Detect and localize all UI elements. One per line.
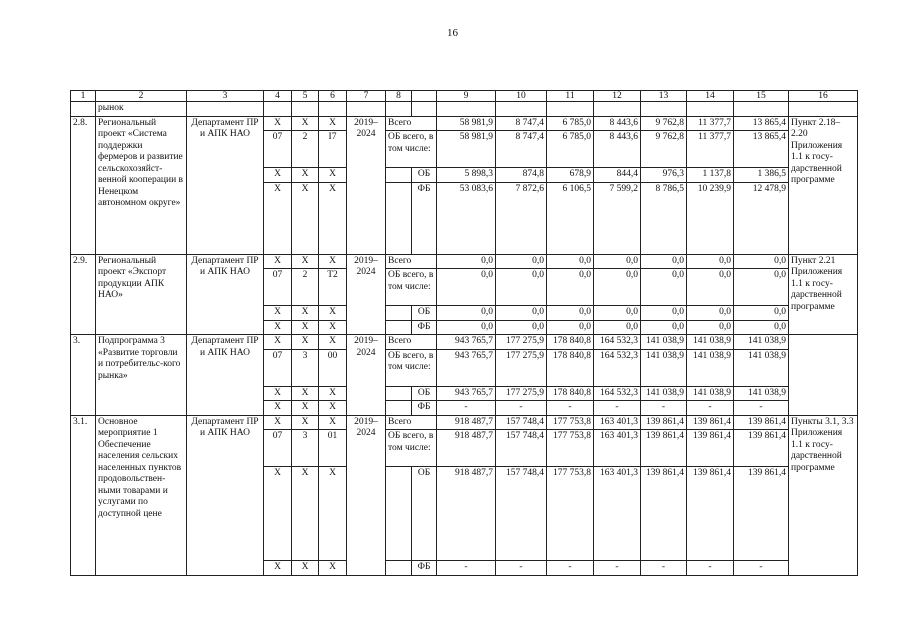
header-cell: 3 [187,91,264,102]
amount-cell: 58 981,9 [437,116,496,131]
amount-cell: 10 239,9 [687,182,734,254]
source-indent-cell [386,467,412,561]
amount-cell: 141 038,9 [734,349,789,386]
header-cell: 7 [347,91,386,102]
amount-cell: 139 861,4 [641,415,687,430]
amount-cell: 139 861,4 [687,415,734,430]
amount-cell: 6 106,5 [547,182,594,254]
code-cell: 07 [264,349,292,386]
note-cell [789,335,858,416]
amount-cell: 0,0 [496,306,547,321]
amount-cell: 177 753,8 [547,430,594,467]
source-cell: ОБ [412,306,437,321]
amount-cell: - [687,401,734,416]
header-cell: 15 [734,91,789,102]
code-cell: I7 [319,131,347,168]
code-cell: Х [292,401,319,416]
code-cell: Х [264,254,292,269]
amount-cell: 163 401,3 [594,415,641,430]
source-cell: ФБ [412,320,437,335]
amount-cell: 976,3 [641,168,687,183]
amount-cell: 0,0 [496,254,547,269]
amount-cell: 918 487,7 [437,467,496,561]
amount-cell: 178 840,8 [547,349,594,386]
note-cell: Пункт 2.21 Приложения 1.1 к госу-дарственной программе [789,254,858,335]
amount-cell: - [547,561,594,576]
source-indent-cell [386,561,412,576]
amount-cell: - [496,561,547,576]
code-cell: 00 [319,349,347,386]
code-cell: Х [292,182,319,254]
amount-cell: 5 898,3 [437,168,496,183]
amount-cell: - [496,401,547,416]
amount-cell: 163 401,3 [594,467,641,561]
item-number: 2.8. [71,116,96,254]
amount-cell: 163 401,3 [594,430,641,467]
amount-cell: 0,0 [594,269,641,306]
amount-cell: 53 083,6 [437,182,496,254]
code-cell: Х [292,306,319,321]
amount-cell: - [687,561,734,576]
amount-cell: 0,0 [687,306,734,321]
amount-cell: 0,0 [496,269,547,306]
name-cell: рынок [96,102,187,117]
source-cell: ФБ [412,401,437,416]
amount-cell: 177 753,8 [547,467,594,561]
amount-cell: 13 865,4 [734,116,789,131]
code-cell: 07 [264,131,292,168]
code-cell: Х [292,116,319,131]
amount-cell: 164 532,3 [594,386,641,401]
amount-cell: 0,0 [687,269,734,306]
header-cell: 9 [437,91,496,102]
item-name: Региональный проект «Система поддержки фермеров и развитие сельскохозяйст-венной кооперации в Ненецком автономном округе» [96,116,187,254]
period-cell: 2019–2024 [347,254,386,335]
code-cell: Х [264,561,292,576]
amount-cell: 178 840,8 [547,335,594,350]
source-cell: ОБ всего, в том числе: [386,349,437,386]
amount-cell: 918 487,7 [437,415,496,430]
executor-cell: Департамент ПР и АПК НАО [187,415,264,575]
code-cell: Х [319,306,347,321]
item-number: 3. [71,335,96,416]
amount-cell: 141 038,9 [641,349,687,386]
header-cell: 5 [292,91,319,102]
code-cell: Х [319,320,347,335]
amount-cell: 918 487,7 [437,430,496,467]
amount-cell: 8 443,6 [594,116,641,131]
amount-cell: 164 532,3 [594,349,641,386]
code-cell: 07 [264,430,292,467]
code-cell: Х [292,467,319,561]
table-row [71,415,858,430]
amount-cell: 0,0 [496,320,547,335]
note-cell: Пункты 3.1, 3.3 Приложения 1.1 к госу-дарственной программе [789,415,858,575]
empty-cell [264,102,292,117]
header-cell: 14 [687,91,734,102]
code-cell: Х [292,254,319,269]
code-cell: Х [319,401,347,416]
source-indent-cell [386,168,412,183]
amount-cell: 0,0 [734,320,789,335]
source-cell: ОБ всего, в том числе: [386,131,437,168]
source-cell: ОБ всего, в том числе: [386,430,437,467]
empty-cell [734,102,789,117]
amount-cell: 1 386,5 [734,168,789,183]
amount-cell: 6 785,0 [547,131,594,168]
amount-cell: 8 747,4 [496,116,547,131]
code-cell: Х [292,561,319,576]
amount-cell: 0,0 [641,254,687,269]
amount-cell: 141 038,9 [687,335,734,350]
table-body [71,91,858,576]
header-cell: 1 [71,91,96,102]
code-cell: 3 [292,349,319,386]
header-cell: 8 [386,91,412,102]
source-cell: ОБ [412,168,437,183]
item-number: 2.9. [71,254,96,335]
empty-cell [386,102,412,117]
amount-cell: 139 861,4 [734,467,789,561]
amount-cell: 0,0 [641,269,687,306]
item-name: Подпрограмма 3 «Развитие торговли и потребительс-кого рынка» [96,335,187,416]
empty-cell [496,102,547,117]
amount-cell: 177 753,8 [547,415,594,430]
code-cell: Х [319,335,347,350]
amount-cell: 874,8 [496,168,547,183]
amount-cell: 9 762,8 [641,131,687,168]
amount-cell: - [594,401,641,416]
amount-cell: 0,0 [437,320,496,335]
code-cell: Х [319,386,347,401]
amount-cell: 177 275,9 [496,349,547,386]
amount-cell: 141 038,9 [641,386,687,401]
code-cell: 3 [292,430,319,467]
code-cell: Х [319,415,347,430]
amount-cell: 678,9 [547,168,594,183]
amount-cell: 139 861,4 [641,467,687,561]
executor-cell: Департамент ПР и АПК НАО [187,254,264,335]
source-cell: ОБ [412,386,437,401]
source-indent-cell [386,386,412,401]
code-cell: 2 [292,269,319,306]
executor-cell: Департамент ПР и АПК НАО [187,335,264,416]
amount-cell: 139 861,4 [641,430,687,467]
amount-cell: 0,0 [594,320,641,335]
empty-cell [641,102,687,117]
amount-cell: 12 478,9 [734,182,789,254]
amount-cell: - [547,401,594,416]
code-cell: Х [264,168,292,183]
amount-cell: 8 443,6 [594,131,641,168]
amount-cell: 0,0 [641,320,687,335]
amount-cell: 141 038,9 [734,386,789,401]
empty-cell [71,102,96,117]
code-cell: 2 [292,131,319,168]
period-cell: 2019–2024 [347,116,386,254]
header-cell: 13 [641,91,687,102]
code-cell: Х [319,116,347,131]
amount-cell: 141 038,9 [687,349,734,386]
amount-cell: 0,0 [437,306,496,321]
amount-cell: 141 038,9 [641,335,687,350]
code-cell: Х [319,561,347,576]
code-cell: Х [292,335,319,350]
source-cell: ФБ [412,561,437,576]
amount-cell: 58 981,9 [437,131,496,168]
executor-cell: Департамент ПР и АПК НАО [187,116,264,254]
empty-cell [789,102,858,117]
amount-cell: 164 532,3 [594,335,641,350]
item-name: Основное мероприятие 1 Обеспечение населения сельских населенных пунктов продовольствен-ными товарами и услугами по доступной цене [96,415,187,575]
amount-cell: 157 748,4 [496,467,547,561]
source-cell: Всего [386,415,437,430]
source-cell: ОБ всего, в том числе: [386,269,437,306]
amount-cell: 0,0 [734,269,789,306]
source-indent-cell [386,320,412,335]
empty-cell [347,102,386,117]
code-cell: Х [264,306,292,321]
table-row [71,116,858,131]
amount-cell: 157 748,4 [496,430,547,467]
header-cell: 2 [96,91,187,102]
amount-cell: 11 377,7 [687,116,734,131]
code-cell: Х [292,320,319,335]
amount-cell: 0,0 [594,306,641,321]
code-cell: Х [264,415,292,430]
code-cell: Х [319,168,347,183]
code-cell: Х [292,415,319,430]
amount-cell: 139 861,4 [734,415,789,430]
amount-cell: 0,0 [734,306,789,321]
note-cell: Пункт 2.18–2.20 Приложения 1.1 к госу-дарственной программе [789,116,858,254]
amount-cell: 0,0 [547,306,594,321]
source-indent-cell [386,306,412,321]
amount-cell: 139 861,4 [687,467,734,561]
amount-cell: 177 275,9 [496,386,547,401]
source-cell: Всего [386,116,437,131]
amount-cell: 0,0 [547,320,594,335]
amount-cell: 11 377,7 [687,131,734,168]
amount-cell: 141 038,9 [687,386,734,401]
amount-cell: 13 865,4 [734,131,789,168]
header-cell: 10 [496,91,547,102]
source-indent-cell [386,182,412,254]
amount-cell: 943 765,7 [437,349,496,386]
code-cell: Х [264,335,292,350]
amount-cell: 943 765,7 [437,386,496,401]
item-name: Региональный проект «Экспорт продукции АПК НАО» [96,254,187,335]
amount-cell: 0,0 [594,254,641,269]
empty-cell [547,102,594,117]
code-cell: Х [319,467,347,561]
amount-cell: - [594,561,641,576]
source-indent-cell [386,401,412,416]
code-cell: Х [264,386,292,401]
code-cell: Х [264,182,292,254]
amount-cell: 0,0 [687,254,734,269]
amount-cell: - [734,561,789,576]
source-cell: Всего [386,254,437,269]
amount-cell: 1 137,8 [687,168,734,183]
page-number: 16 [447,27,458,39]
amount-cell: 0,0 [547,254,594,269]
table-row [71,254,858,269]
empty-cell [187,102,264,117]
amount-cell: 0,0 [734,254,789,269]
code-cell: Х [319,182,347,254]
amount-cell: 157 748,4 [496,415,547,430]
amount-cell: 0,0 [437,269,496,306]
amount-cell: 178 840,8 [547,386,594,401]
carry-over-row [71,102,858,117]
amount-cell: 7 599,2 [594,182,641,254]
empty-cell [687,102,734,117]
header-cell: 6 [319,91,347,102]
amount-cell: - [437,401,496,416]
empty-cell [319,102,347,117]
code-cell: Х [292,168,319,183]
amount-cell: 8 786,5 [641,182,687,254]
amount-cell: 0,0 [641,306,687,321]
source-cell: ФБ [412,182,437,254]
empty-cell [412,102,437,117]
item-number: 3.1. [71,415,96,575]
amount-cell: 7 872,6 [496,182,547,254]
amount-cell: 6 785,0 [547,116,594,131]
header-row [71,91,858,102]
amount-cell: 139 861,4 [687,430,734,467]
period-cell: 2019–2024 [347,415,386,575]
header-cell: 4 [264,91,292,102]
amount-cell: 943 765,7 [437,335,496,350]
period-cell: 2019–2024 [347,335,386,416]
code-cell: Х [264,116,292,131]
header-cell: 12 [594,91,641,102]
code-cell: Х [264,320,292,335]
empty-cell [437,102,496,117]
amount-cell: 0,0 [547,269,594,306]
empty-cell [292,102,319,117]
amount-cell: 141 038,9 [734,335,789,350]
code-cell: Х [292,386,319,401]
amount-cell: 177 275,9 [496,335,547,350]
code-cell: Х [264,467,292,561]
budget-table [70,90,858,576]
code-cell: Х [264,401,292,416]
amount-cell: - [437,561,496,576]
amount-cell: 8 747,4 [496,131,547,168]
code-cell: T2 [319,269,347,306]
table-row [71,335,858,350]
amount-cell: 139 861,4 [734,430,789,467]
code-cell: Х [319,254,347,269]
amount-cell: 0,0 [687,320,734,335]
header-cell [412,91,437,102]
amount-cell: 844,4 [594,168,641,183]
header-cell: 11 [547,91,594,102]
amount-cell: - [641,561,687,576]
amount-cell: 9 762,8 [641,116,687,131]
amount-cell: - [734,401,789,416]
source-cell: Всего [386,335,437,350]
header-cell: 16 [789,91,858,102]
code-cell: 07 [264,269,292,306]
empty-cell [594,102,641,117]
amount-cell: - [641,401,687,416]
source-cell: ОБ [412,467,437,561]
amount-cell: 0,0 [437,254,496,269]
code-cell: 01 [319,430,347,467]
